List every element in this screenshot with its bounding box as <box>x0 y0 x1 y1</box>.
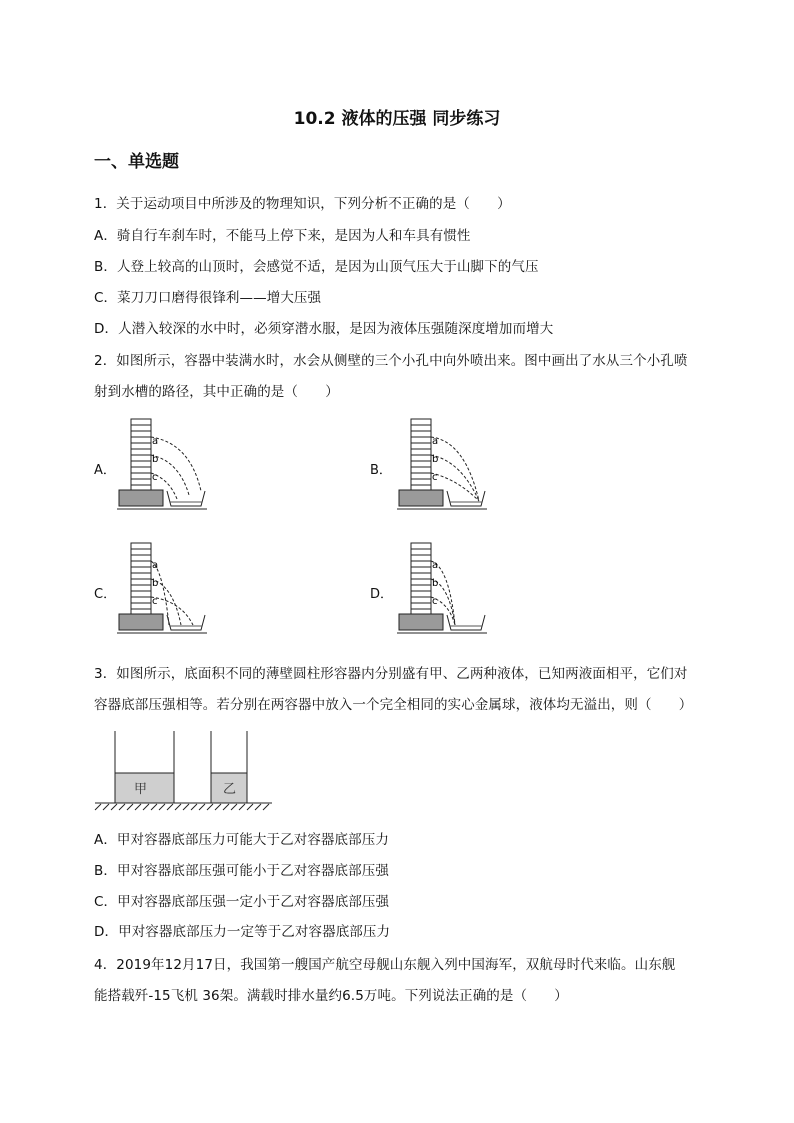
question-3-option-d: D．甲对容器底部压力一定等于乙对容器底部压力 <box>94 924 391 940</box>
hole-label-b: b <box>152 454 159 465</box>
hole-label-a: a <box>152 436 159 447</box>
hole-label-b: b <box>432 578 439 589</box>
hole-label-c: c <box>432 472 438 483</box>
hole-label-b: b <box>432 454 439 465</box>
question-2-option-c-label: C． <box>94 587 117 602</box>
hole-label-a: a <box>432 436 439 447</box>
hole-label-b: b <box>152 578 159 589</box>
question-1-stem: 1．关于运动项目中所涉及的物理知识，下列分析不正确的是（ ） <box>94 196 511 212</box>
question-4-stem-line-2: 能搭载歼-15飞机 36架。满载时排水量约6.5万吨。下列说法正确的是（ ） <box>94 988 568 1004</box>
hole-label-c: c <box>432 596 438 607</box>
question-2-option-d-label: D． <box>370 587 394 602</box>
section-heading: 一、单选题 <box>94 152 179 172</box>
question-3-option-c: C．甲对容器底部压强一定小于乙对容器底部压强 <box>94 894 390 910</box>
question-3-stem-line-1: 3．如图所示，底面积不同的薄壁圆柱形容器内分别盛有甲、乙两种液体，已知两液面相平，它们对 <box>94 666 688 682</box>
question-2-diagram-c <box>115 539 210 639</box>
liquid-label-yi: 乙 <box>223 782 237 797</box>
question-3-option-a: A．甲对容器底部压力可能大于乙对容器底部压力 <box>94 832 389 848</box>
hole-label-a: a <box>432 560 439 571</box>
question-2-stem-line-2: 射到水槽的路径，其中正确的是（ ） <box>94 384 339 400</box>
hole-label-c: c <box>152 596 158 607</box>
question-3-container-diagram <box>92 728 277 816</box>
question-3-option-b: B．甲对容器底部压强可能小于乙对容器底部压强 <box>94 863 389 879</box>
question-3-stem-line-2: 容器底部压强相等。若分别在两容器中放入一个完全相同的实心金属球，液体均无溢出，则（ ） <box>94 697 693 713</box>
question-2-option-a-label: A． <box>94 463 116 478</box>
question-2-diagram-b <box>395 415 490 515</box>
question-2-diagram-a <box>115 415 210 515</box>
hole-label-a: a <box>152 560 159 571</box>
question-1-option-b: B．人登上较高的山顶时，会感觉不适，是因为山顶气压大于山脚下的气压 <box>94 259 539 275</box>
question-2-stem-line-1: 2．如图所示，容器中装满水时，水会从侧壁的三个小孔中向外喷出来。图中画出了水从三个小孔喷 <box>94 353 688 369</box>
question-4-stem-line-1: 4．2019年12月17日，我国第一艘国产航空母舰山东舰入列中国海军，双航母时代来临。山东舰 <box>94 957 676 973</box>
page-title: 10.2 液体的压强 同步练习 <box>293 109 501 129</box>
question-2-diagram-d <box>395 539 490 639</box>
hole-label-c: c <box>152 472 158 483</box>
liquid-label-jia: 甲 <box>134 782 148 797</box>
question-1-option-d: D．人潜入较深的水中时，必须穿潜水服，是因为液体压强随深度增加而增大 <box>94 321 554 337</box>
question-1-option-c: C．菜刀刀口磨得很锋利——增大压强 <box>94 290 322 306</box>
question-1-option-a: A．骑自行车刹车时，不能马上停下来，是因为人和车具有惯性 <box>94 228 471 244</box>
question-2-option-b-label: B． <box>370 463 392 478</box>
